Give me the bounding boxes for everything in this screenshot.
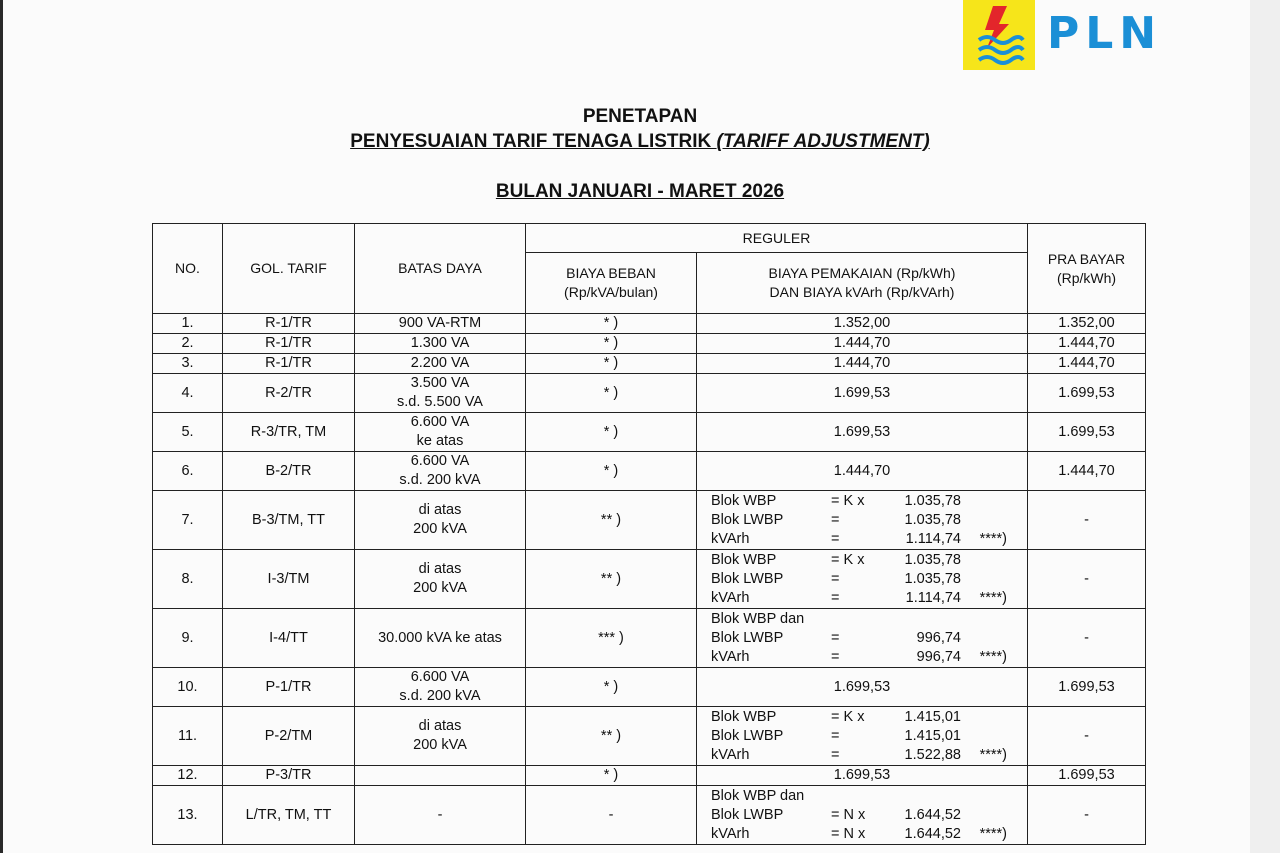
blok-line — [711, 511, 1007, 530]
cell-pra-bayar: - — [1028, 550, 1146, 609]
table-row — [153, 786, 1146, 845]
cell-no: 8. — [153, 550, 223, 609]
cell-gol-tarif: L/TR, TM, TT — [223, 786, 355, 845]
blok-value: 996,74 — [916, 629, 961, 646]
tariff-table — [152, 223, 1146, 845]
cell-biaya-beban: * ) — [526, 314, 697, 334]
cell-no: 7. — [153, 491, 223, 550]
cell-no: 6. — [153, 452, 223, 491]
blok-note: ****) — [979, 746, 1007, 763]
blok-label: Blok WBP — [711, 708, 777, 725]
cell-no: 12. — [153, 766, 223, 786]
cell-gol-tarif: P-3/TR — [223, 766, 355, 786]
lightning-wave-icon — [963, 0, 1035, 70]
cell-gol-tarif: I-4/TT — [223, 609, 355, 668]
batas-line: ke atas — [416, 433, 464, 449]
cell-batas-daya — [355, 374, 526, 413]
blok-label: Blok LWBP — [711, 629, 784, 646]
cell-pra-bayar: - — [1028, 491, 1146, 550]
blok-line — [711, 551, 1007, 570]
table-row — [153, 334, 1146, 354]
blok-value: 1.035,78 — [904, 570, 961, 587]
blok-label: Blok WBP — [711, 551, 777, 568]
cell-biaya-pemakaian: 1.444,70 — [697, 354, 1028, 374]
blok-line — [711, 746, 1007, 765]
blok-value: 1.644,52 — [904, 806, 961, 823]
batas-line: s.d. 5.500 VA — [397, 394, 483, 410]
blok-label: kVArh — [711, 746, 750, 763]
batas-line: 6.600 VA — [410, 414, 470, 430]
blok-label: Blok WBP dan — [711, 610, 805, 627]
table-row — [153, 354, 1146, 374]
cell-biaya-pemakaian: 1.699,53 — [697, 413, 1028, 452]
blok-value: 1.035,78 — [904, 511, 961, 528]
cell-pra-bayar: 1.699,53 — [1028, 668, 1146, 707]
blok-note: ****) — [979, 648, 1007, 665]
batas-line: di atas — [418, 502, 462, 518]
blok-line — [711, 492, 1007, 511]
blok-label: Blok LWBP — [711, 806, 784, 823]
blok-line — [711, 570, 1007, 589]
cell-gol-tarif: R-2/TR — [223, 374, 355, 413]
doc-title: PENETAPAN — [582, 106, 698, 127]
blok-line — [711, 806, 1007, 825]
cell-batas-daya — [355, 786, 526, 845]
cell-pra-bayar: - — [1028, 707, 1146, 766]
blok-value: 1.644,52 — [904, 825, 961, 842]
batas-line: - — [437, 806, 443, 823]
cell-batas-daya — [355, 354, 526, 374]
batas-line: 30.000 kVA ke atas — [378, 629, 502, 646]
header-biaya-beban: BIAYA BEBAN (Rp/kVA/bulan) — [526, 253, 697, 314]
cell-biaya-pemakaian — [697, 786, 1028, 845]
blok-value: 1.035,78 — [904, 551, 961, 568]
table-row — [153, 766, 1146, 786]
doc-period: BULAN JANUARI - MARET 2026 — [495, 181, 785, 202]
pln-logo — [963, 0, 1162, 70]
blok-line — [711, 825, 1007, 844]
cell-no: 10. — [153, 668, 223, 707]
cell-gol-tarif: I-3/TM — [223, 550, 355, 609]
blok-op: = N x — [831, 806, 866, 823]
blok-note: ****) — [979, 825, 1007, 842]
batas-line: 200 kVA — [413, 521, 467, 537]
cell-biaya-pemakaian — [697, 609, 1028, 668]
table-row — [153, 668, 1146, 707]
blok-line — [711, 648, 1007, 667]
batas-line: 200 kVA — [413, 580, 467, 596]
cell-biaya-beban: * ) — [526, 413, 697, 452]
blok-note: ****) — [979, 530, 1007, 547]
cell-pra-bayar: 1.699,53 — [1028, 413, 1146, 452]
blok-op: = K x — [831, 551, 865, 568]
blok-line — [711, 629, 1007, 648]
batas-line: 900 VA-RTM — [398, 315, 482, 331]
cell-gol-tarif: B-3/TM, TT — [223, 491, 355, 550]
batas-line: di atas — [418, 718, 462, 734]
blok-op: = — [831, 727, 840, 744]
blok-op: = — [831, 570, 840, 587]
blok-label: Blok WBP dan — [711, 787, 805, 804]
blok-value: 1.035,78 — [904, 492, 961, 509]
blok-value: 1.415,01 — [904, 727, 961, 744]
logo-text: PLN — [1047, 7, 1163, 59]
cell-biaya-beban: ** ) — [526, 491, 697, 550]
blok-value: 1.522,88 — [904, 746, 961, 763]
cell-no: 9. — [153, 609, 223, 668]
batas-line: s.d. 200 kVA — [399, 472, 481, 488]
blok-value: 996,74 — [916, 648, 961, 665]
cell-batas-daya — [355, 609, 526, 668]
blok-note: ****) — [979, 589, 1007, 606]
cell-batas-daya — [355, 491, 526, 550]
cell-gol-tarif: P-1/TR — [223, 668, 355, 707]
batas-line: 1.300 VA — [410, 335, 470, 351]
blok-label: kVArh — [711, 589, 750, 606]
cell-gol-tarif: R-1/TR — [223, 314, 355, 334]
cell-gol-tarif: R-1/TR — [223, 354, 355, 374]
cell-biaya-beban: * ) — [526, 452, 697, 491]
batas-line: 2.200 VA — [410, 355, 470, 371]
cell-batas-daya — [355, 550, 526, 609]
cell-no: 1. — [153, 314, 223, 334]
blok-value: 1.415,01 — [904, 708, 961, 725]
batas-line: 3.500 VA — [410, 375, 470, 391]
table-row — [153, 491, 1146, 550]
cell-batas-daya — [355, 334, 526, 354]
cell-biaya-pemakaian: 1.699,53 — [697, 668, 1028, 707]
cell-pra-bayar: - — [1028, 786, 1146, 845]
blok-op: = — [831, 589, 840, 606]
blok-value: 1.114,74 — [905, 589, 961, 606]
cell-no: 11. — [153, 707, 223, 766]
header-batas-daya: BATAS DAYA — [355, 224, 526, 314]
cell-biaya-pemakaian: 1.444,70 — [697, 334, 1028, 354]
blok-line — [711, 708, 1007, 727]
batas-line: 6.600 VA — [410, 453, 470, 469]
blok-op: = — [831, 530, 840, 547]
cell-biaya-pemakaian: 1.699,53 — [697, 374, 1028, 413]
batas-line: 200 kVA — [413, 737, 467, 753]
doc-subtitle: PENYESUAIAN TARIF TENAGA LISTRIK (TARIFF ADJUSTMENT) — [350, 131, 930, 152]
cell-gol-tarif: P-2/TM — [223, 707, 355, 766]
table-row — [153, 413, 1146, 452]
table-row — [153, 550, 1146, 609]
header-gol-tarif: GOL. TARIF — [223, 224, 355, 314]
cell-no: 4. — [153, 374, 223, 413]
blok-label: kVArh — [711, 648, 750, 665]
cell-biaya-beban: ** ) — [526, 707, 697, 766]
cell-batas-daya — [355, 766, 526, 786]
cell-biaya-pemakaian: 1.699,53 — [697, 766, 1028, 786]
blok-label: Blok LWBP — [711, 511, 784, 528]
blok-label: Blok LWBP — [711, 570, 784, 587]
cell-batas-daya — [355, 452, 526, 491]
batas-line: di atas — [418, 561, 462, 577]
header-reguler: REGULER — [526, 224, 1028, 253]
cell-biaya-beban: *** ) — [526, 609, 697, 668]
cell-biaya-pemakaian — [697, 550, 1028, 609]
blok-op: = — [831, 746, 840, 763]
cell-biaya-pemakaian — [697, 491, 1028, 550]
blok-op: = — [831, 629, 840, 646]
blok-line — [711, 589, 1007, 608]
cell-pra-bayar: 1.699,53 — [1028, 766, 1146, 786]
blok-line — [711, 787, 1007, 806]
blok-op: = — [831, 511, 840, 528]
cell-biaya-pemakaian: 1.444,70 — [697, 452, 1028, 491]
cell-biaya-beban: * ) — [526, 334, 697, 354]
cell-no: 13. — [153, 786, 223, 845]
blok-op: = N x — [831, 825, 866, 842]
header-biaya-pemakaian: BIAYA PEMAKAIAN (Rp/kWh) DAN BIAYA kVArh (Rp/kVArh) — [697, 253, 1028, 314]
blok-op: = K x — [831, 492, 865, 509]
table-row — [153, 452, 1146, 491]
cell-no: 3. — [153, 354, 223, 374]
cell-pra-bayar: 1.699,53 — [1028, 374, 1146, 413]
cell-biaya-beban: * ) — [526, 668, 697, 707]
blok-line — [711, 610, 1007, 629]
cell-biaya-pemakaian: 1.352,00 — [697, 314, 1028, 334]
batas-line: s.d. 200 kVA — [399, 688, 481, 704]
cell-gol-tarif: R-3/TR, TM — [223, 413, 355, 452]
cell-biaya-beban: * ) — [526, 374, 697, 413]
blok-label: kVArh — [711, 530, 750, 547]
table-row — [153, 609, 1146, 668]
blok-label: Blok LWBP — [711, 727, 784, 744]
cell-biaya-beban: * ) — [526, 354, 697, 374]
cell-pra-bayar: 1.444,70 — [1028, 452, 1146, 491]
cell-gol-tarif: B-2/TR — [223, 452, 355, 491]
blok-op: = K x — [831, 708, 865, 725]
cell-gol-tarif: R-1/TR — [223, 334, 355, 354]
blok-line — [711, 530, 1007, 549]
cell-batas-daya — [355, 668, 526, 707]
blok-label: kVArh — [711, 825, 750, 842]
cell-pra-bayar: 1.352,00 — [1028, 314, 1146, 334]
cell-batas-daya — [355, 413, 526, 452]
table-row — [153, 314, 1146, 334]
cell-biaya-beban: ** ) — [526, 550, 697, 609]
header-no: NO. — [153, 224, 223, 314]
cell-pra-bayar: 1.444,70 — [1028, 354, 1146, 374]
batas-line: 6.600 VA — [410, 669, 470, 685]
blok-line — [711, 727, 1007, 746]
cell-biaya-beban: * ) — [526, 766, 697, 786]
blok-op: = — [831, 648, 840, 665]
cell-no: 2. — [153, 334, 223, 354]
table-row — [153, 374, 1146, 413]
cell-batas-daya — [355, 314, 526, 334]
cell-no: 5. — [153, 413, 223, 452]
cell-batas-daya — [355, 707, 526, 766]
cell-pra-bayar: 1.444,70 — [1028, 334, 1146, 354]
blok-value: 1.114,74 — [905, 530, 961, 547]
cell-pra-bayar: - — [1028, 609, 1146, 668]
blok-label: Blok WBP — [711, 492, 777, 509]
cell-biaya-pemakaian — [697, 707, 1028, 766]
header-pra-bayar: PRA BAYAR (Rp/kWh) — [1028, 224, 1146, 314]
table-row — [153, 707, 1146, 766]
cell-biaya-beban: - — [526, 786, 697, 845]
